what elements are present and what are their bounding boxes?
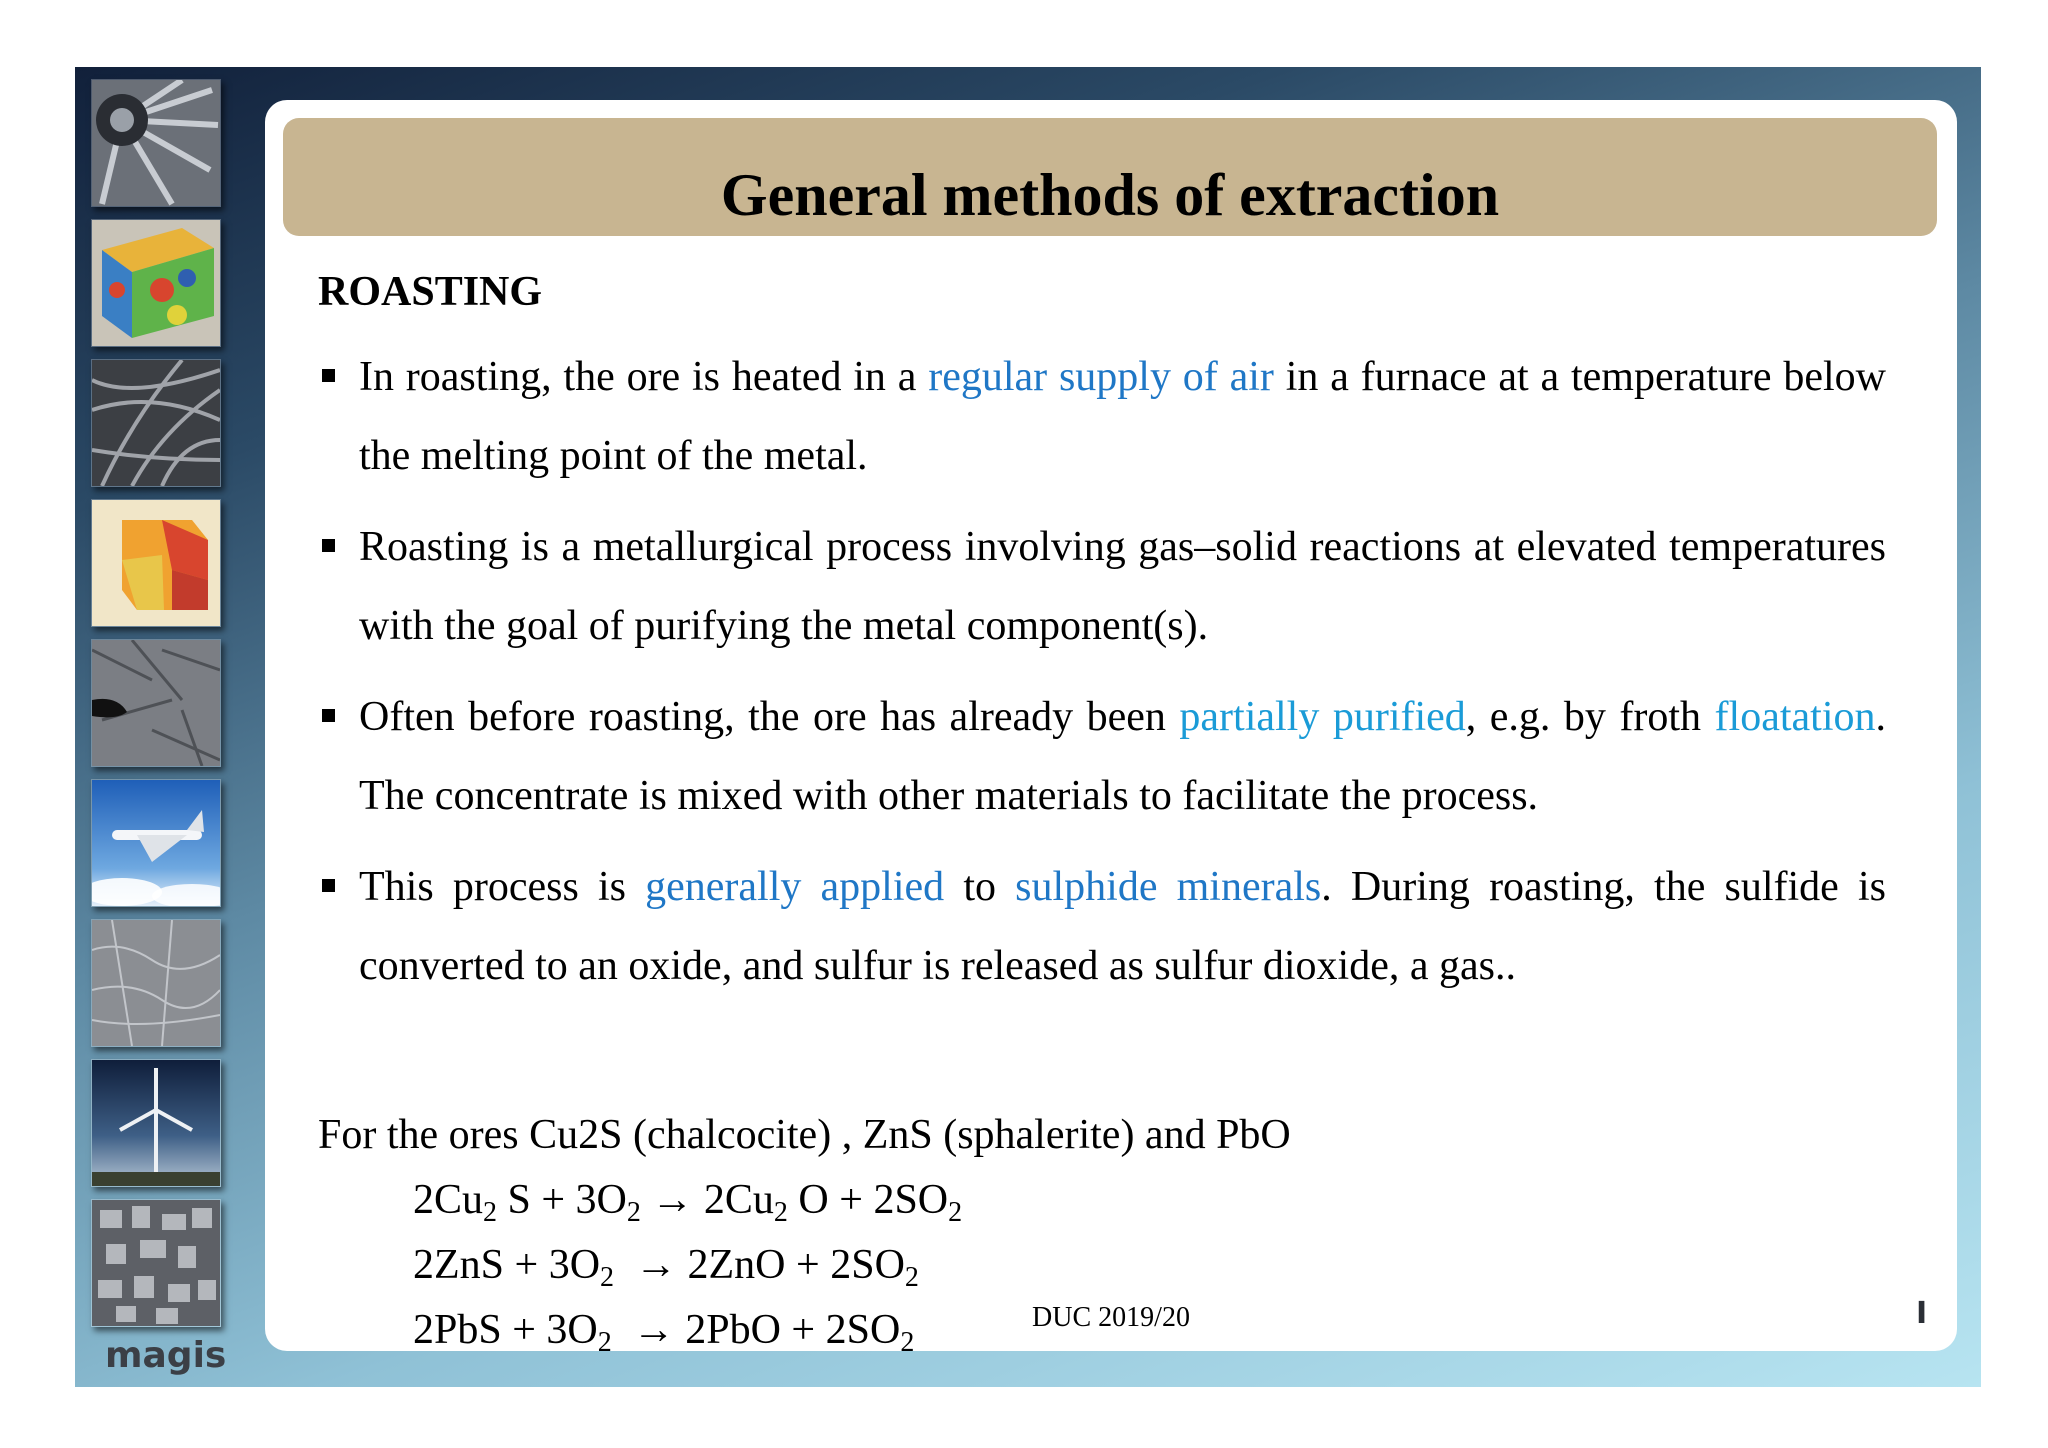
equation-part: → 2ZnO + 2SO [614, 1242, 905, 1288]
bullet-item [318, 338, 1886, 496]
slide-background [75, 67, 1981, 1387]
bullet-square-icon [322, 539, 335, 552]
magis-logo: magis [105, 1335, 227, 1376]
ores-line: For the ores Cu2S (chalcocite) , ZnS (sphalerite) and PbO [318, 1112, 1291, 1158]
bullet-square-icon [322, 369, 335, 382]
equation-zns [413, 1240, 919, 1293]
subscript: 2 [626, 1197, 641, 1228]
bullet-item [318, 678, 1886, 836]
bullet-text [359, 848, 1886, 1006]
bullet-text-part: to [944, 864, 1016, 910]
highlight-text: sulphide minerals [1015, 864, 1322, 910]
bullet-text [359, 338, 1886, 496]
bullet-text-part: , e.g. by froth [1465, 694, 1715, 740]
bullet-text-part: In roasting, the ore is heated in a [359, 354, 929, 400]
microstructure-image [91, 639, 221, 767]
equation-part: → 2PbO + 2SO [611, 1307, 901, 1353]
highlight-text: generally applied [645, 864, 945, 910]
wind-turbine-image [91, 1059, 221, 1187]
highlight-text: floatation [1714, 694, 1876, 740]
subscript: 2 [483, 1197, 498, 1228]
equation-part: O + 2SO [787, 1177, 949, 1223]
slide-title: General methods of extraction [720, 162, 1500, 228]
slide-content-panel [265, 100, 1957, 1358]
subscript: 2 [597, 1327, 612, 1358]
bullet-text-part: . During roasting, the sulfide is converted to an oxide, and sulfur is released as sulfur dioxide, a gas.. [359, 864, 1886, 989]
subscript: 2 [900, 1327, 915, 1358]
bullet-square-icon [322, 709, 335, 722]
fracture-surface-image [91, 919, 221, 1047]
bullet-text-part: This process is [359, 864, 646, 910]
page-number: I [1916, 1296, 1928, 1331]
turbine-fan-image [91, 79, 221, 207]
subscript: 2 [773, 1197, 788, 1228]
highlight-text: partially purified [1179, 694, 1466, 740]
equation-part: 2Cu [413, 1177, 484, 1223]
bullet-text-part: . The concentrate is mixed with other materials to facilitate the process. [359, 694, 1886, 819]
bullet-text-part: Often before roasting, the ore has already been [359, 694, 1180, 740]
heatmap-block-image [91, 219, 221, 347]
bullet-text [359, 678, 1886, 836]
equation-part: 2PbS + 3O [413, 1307, 598, 1353]
bullet-text [359, 508, 1886, 666]
bullet-item [318, 508, 1886, 666]
title-bar [283, 118, 1937, 236]
bullet-text-part: Roasting is a metallurgical process involving gas–solid reactions at elevated temperatures with the goal of purifying the metal component(s). [359, 524, 1886, 649]
equation-part: S + 3O [497, 1177, 627, 1223]
subscript: 2 [600, 1262, 615, 1293]
fiber-micrograph-image [91, 359, 221, 487]
subscript: 2 [948, 1197, 963, 1228]
stress-cube-image [91, 499, 221, 627]
equation-part: 2ZnS + 3O [413, 1242, 601, 1288]
equation-cu2s [413, 1175, 963, 1228]
section-heading: ROASTING [318, 269, 543, 315]
grain-micrograph-image [91, 1199, 221, 1327]
airplane-image [91, 779, 221, 907]
highlight-text: regular supply of air [928, 354, 1274, 400]
bullet-text-part: in a furnace at a temperature below the melting point of the metal. [359, 354, 1886, 479]
bullet-square-icon [322, 879, 335, 892]
bullet-item [318, 848, 1886, 1006]
slide-footer: DUC 2019/20 [1032, 1302, 1190, 1333]
equation-part: → 2Cu [640, 1177, 774, 1223]
subscript: 2 [904, 1262, 919, 1293]
